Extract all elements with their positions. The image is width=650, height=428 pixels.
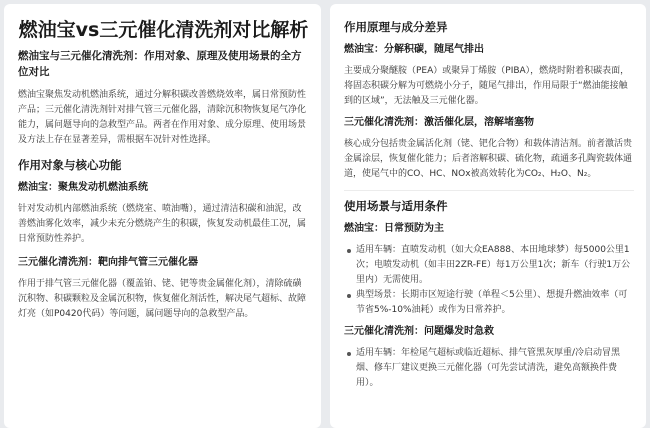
fuel-additive-usage-heading: 燃油宝：日常预防为主: [344, 223, 444, 234]
catalyst-cleaner-principle-text: 核心成分包括贵金属活化剂（铑、钯化合物）和载体清洁剂。前者激活贵金属涂层，恢复催化能力；后者溶解积碳、硫化物，疏通多孔陶瓷载体通道，使尾气中的CO、HC、NOx被高效转化为CO₂、H₂O、N₂。: [344, 139, 633, 179]
page-title: 燃油宝vs三元催化清洗剂对比解析: [18, 19, 309, 41]
list-item: 适用车辆：直喷发动机（如大众EA888、本田地球梦）每5000公里1次；电喷发动机（如丰田2ZR-FE）每1万公里1次；新车（行驶1万公里内）无需使用。: [344, 243, 634, 288]
intro-paragraph: 燃油宝聚焦发动机燃油系统，通过分解积碳改善燃烧效率，属日常预防性产品；三元催化清洗剂针对排气管三元催化器，清除沉积物恢复尾气净化能力，属问题导向的急救型产品。两者在作用对象、成分原理、使用场景及方法上存在显著差异，需根据车况针对性选择。: [18, 90, 307, 145]
fuel-additive-target-heading: 燃油宝：聚焦发动机燃油系统: [18, 182, 148, 193]
document-subtitle: 燃油宝与三元催化清洗剂：作用对象、原理及使用场景的全方位对比: [18, 50, 302, 78]
catalyst-cleaner-target-text: 作用于排气管三元催化器（覆盖铂、铑、钯等贵金属催化剂），清除硫磺沉积物、积碳颗粒及金属沉积物，恢复催化剂活性，解决尾气超标、故障灯亮（如P0420代码）等问题，属问题导向的急救型产品。: [18, 279, 307, 319]
catalyst-cleaner-target-heading: 三元催化清洗剂：靶向排气管三元催化器: [18, 257, 198, 268]
section-heading-targets: 作用对象与核心功能: [18, 158, 122, 172]
fuel-additive-target-text: 针对发动机内部燃油系统（燃烧室、喷油嘴），通过清洁积碳和油泥，改善燃油雾化效率，减少未充分燃烧产生的积碳，恢复发动机最佳工况，属日常预防性养护。: [18, 204, 307, 244]
left-panel: [4, 4, 321, 428]
list-item: 适用车辆：年检尾气超标或临近超标、排气管黑灰厚重/冷启动冒黑烟、修车厂建议更换三元催化器（可先尝试清洗，避免高额换件费用）。: [344, 346, 634, 391]
catalyst-cleaner-usage-list: [344, 346, 634, 391]
catalyst-cleaner-usage-heading: 三元催化清洗剂：问题爆发时急救: [344, 326, 494, 337]
section-divider: [344, 190, 634, 191]
fuel-additive-usage-list: [344, 243, 634, 318]
section-heading-usage: 使用场景与适用条件: [344, 199, 448, 213]
fuel-additive-principle-heading: 燃油宝：分解积碳，随尾气排出: [344, 44, 484, 55]
fuel-additive-principle-text: 主要成分聚醚胺（PEA）或聚异丁烯胺（PIBA），燃烧时附着积碳表面，将固态积碳分解为可燃烧小分子，随尾气排出，作用局限于“燃油能接触到的区域”，无法触及三元催化器。: [344, 66, 630, 106]
list-item: 典型场景：长期市区短途行驶（单程＜5公里）、想提升燃油效率（可节省5%-10%油耗）或作为日常养护。: [344, 288, 634, 318]
right-panel: [330, 4, 646, 428]
catalyst-cleaner-principle-heading: 三元催化清洗剂：激活催化层，溶解堵塞物: [344, 117, 534, 128]
section-heading-principles: 作用原理与成分差异: [344, 20, 448, 34]
